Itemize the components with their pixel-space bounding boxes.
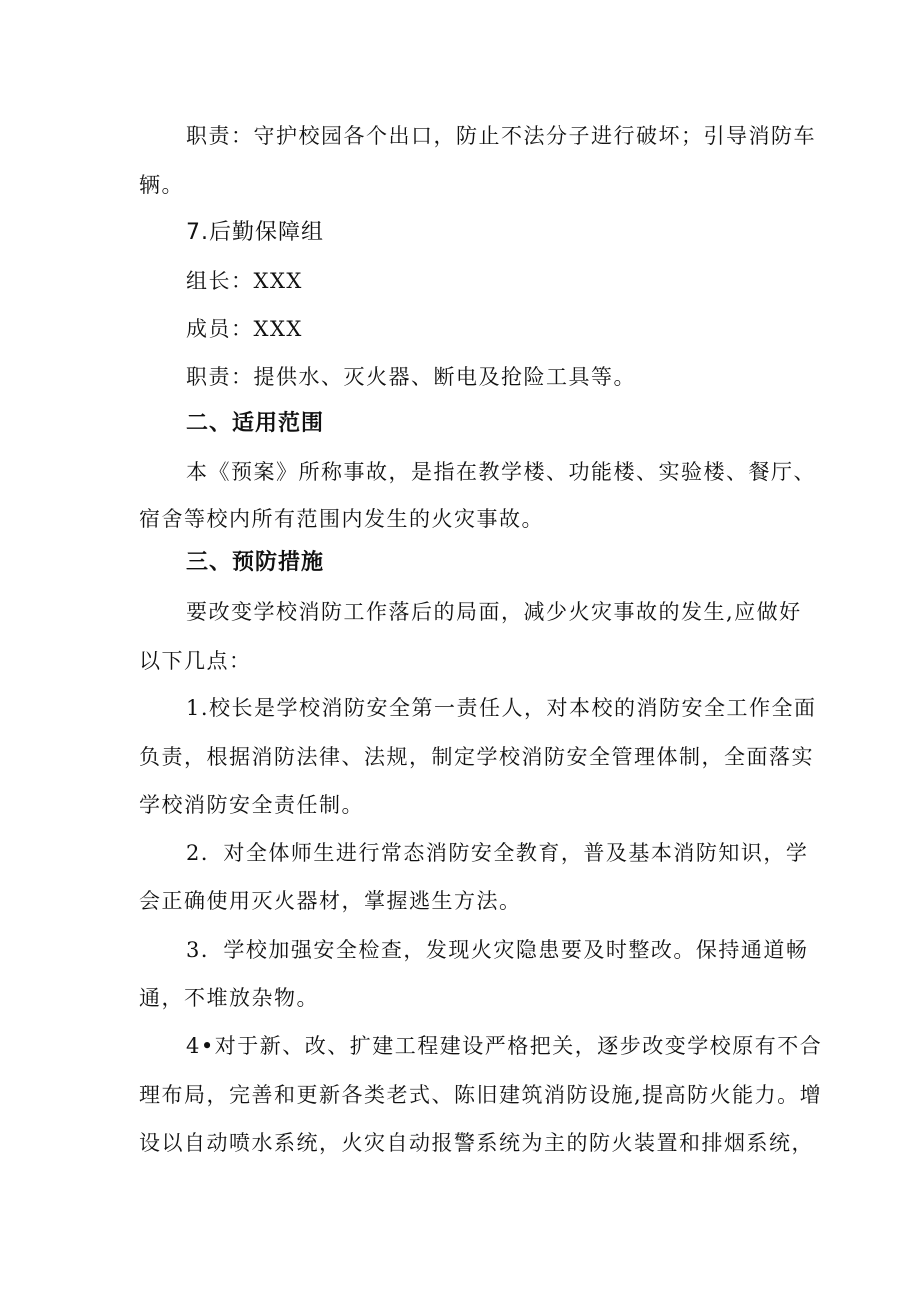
paragraph-line: 以下几点： xyxy=(139,649,252,673)
paragraph-line: 成员：XXX xyxy=(186,317,303,341)
paragraph-line: 1.校长是学校消防安全第一责任人，对本校的消防安全工作全面 xyxy=(186,696,817,720)
paragraph-line: 3．学校加强安全检查，发现火灾隐患要及时整改。保持通道畅 xyxy=(186,938,809,962)
paragraph-line: 设以自动喷水系统，火灾自动报警系统为主的防火装置和排烟系统， xyxy=(139,1131,814,1155)
paragraph-line: 要改变学校消防工作落后的局面，减少火灾事故的发生,应做好 xyxy=(186,600,802,624)
paragraph-line: 职责：提供水、灭火器、断电及抢险工具等。 xyxy=(186,365,636,389)
paragraph-line: 组长：XXX xyxy=(186,269,303,293)
paragraph-line: 通，不堆放杂物。 xyxy=(139,986,319,1010)
paragraph-line: 职责：守护校园各个出口，防止不法分子进行破坏；引导消防车 xyxy=(186,124,816,148)
paragraph-line: 宿舍等校内所有范围内发生的火灾事故。 xyxy=(139,507,544,531)
paragraph-line: 4•对于新、改、扩建工程建设严格把关，逐步改变学校原有不合 xyxy=(186,1034,823,1058)
paragraph-line: 2．对全体师生进行常态消防安全教育，普及基本消防知识，学 xyxy=(186,841,809,865)
section-heading-logistics-group: 7.后勤保障组 xyxy=(186,220,324,245)
paragraph-line: 负责，根据消防法律、法规，制定学校消防安全管理体制，全面落实 xyxy=(139,745,814,769)
paragraph-line: 本《预案》所称事故，是指在教学楼、功能楼、实验楼、餐厅、 xyxy=(186,460,816,484)
paragraph-line: 会正确使用灭火器材，掌握逃生方法。 xyxy=(139,889,522,913)
paragraph-line: 理布局，完善和更新各类老式、陈旧建筑消防设施,提高防火能力。增 xyxy=(139,1083,823,1107)
paragraph-line: 辆。 xyxy=(139,173,184,197)
paragraph-line: 学校消防安全责任制。 xyxy=(139,793,364,817)
section-heading-scope: 二、适用范围 xyxy=(186,411,325,436)
section-heading-prevention: 三、预防措施 xyxy=(186,550,325,575)
